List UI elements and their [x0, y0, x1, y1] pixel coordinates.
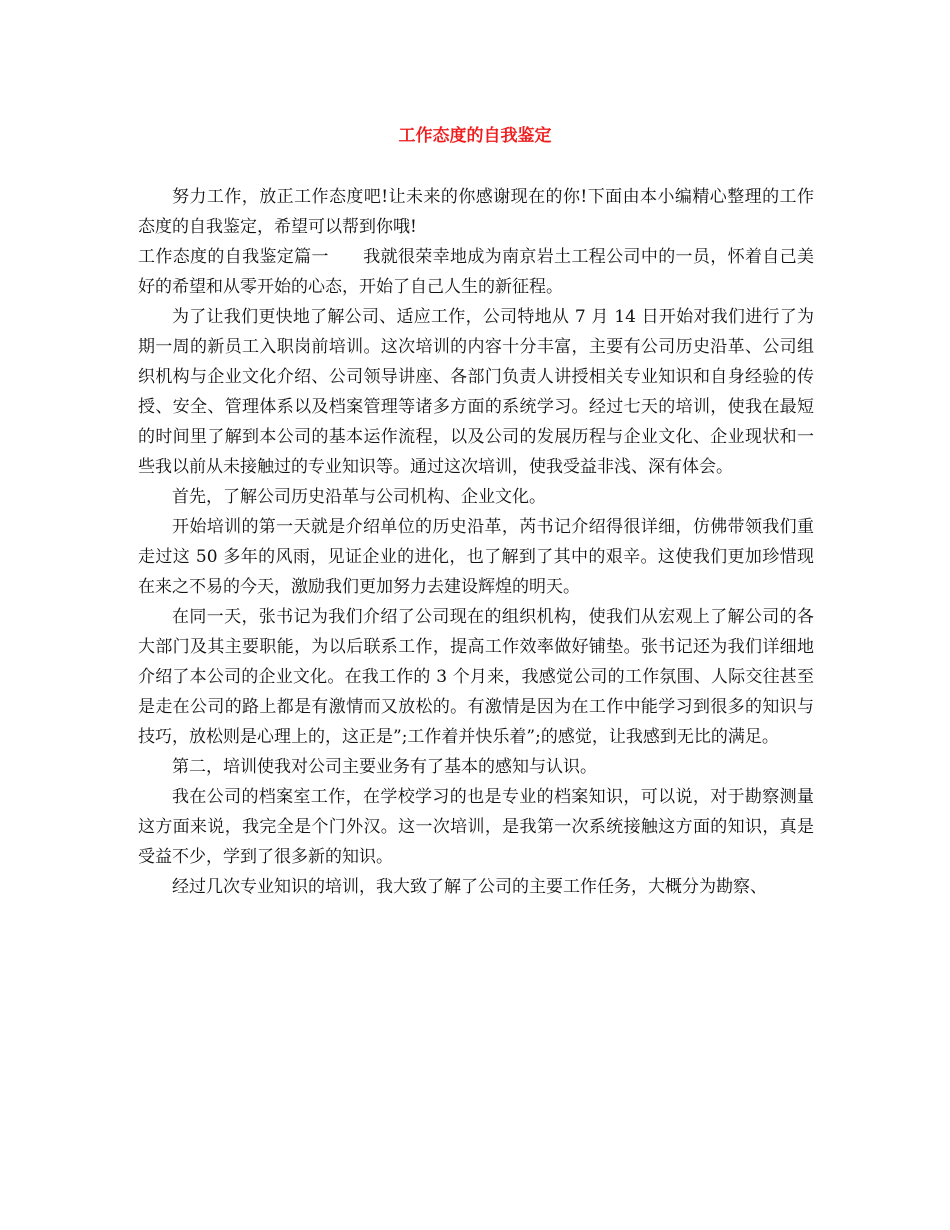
body-paragraph: 第二，培训使我对公司主要业务有了基本的感知与认识。: [172, 757, 597, 777]
body-paragraph: 开始培训的第一天就是介绍单位的历史沿革，芮书记介绍得很详细，仿佛带领我们重走过这 50 多年的风雨，见证企业的进化，也了解到了其中的艰辛。这使我们更加珍惜现在来之不易的今天，激励我们更加努力去建设辉煌的明天。: [138, 517, 814, 597]
document-body: [138, 182, 814, 902]
body-paragraph: 经过几次专业知识的培训，我大致了解了公司的主要工作任务，大概分为勘察、: [172, 877, 767, 897]
body-paragraph: 首先，了解公司历史沿革与公司机构、企业文化。: [172, 487, 546, 507]
intro-paragraph: 努力工作，放正工作态度吧!让未来的你感谢现在的你!下面由本小编精心整理的工作态度的自我鉴定，希望可以帮到你哦!: [138, 187, 814, 237]
section-paragraph: [138, 242, 814, 302]
body-paragraph: 在同一天，张书记为我们介绍了公司现在的组织机构，使我们从宏观上了解公司的各大部门及其主要职能，为以后联系工作，提高工作效率做好铺垫。张书记还为我们详细地介绍了本公司的企业文化。在我工作的 3 个月来，我感觉公司的工作氛围、人际交往甚至是走在公司的路上都是有激情而又放松的。有激情是因为在工作中能学习到很多的知识与技巧，放松则是心理上的，这正是”;工作着并快乐着”;的感觉，让我感到无比的满足。: [138, 607, 814, 747]
body-paragraph: 为了让我们更快地了解公司、适应工作，公司特地从 7 月 14 日开始对我们进行了为期一周的新员工入职岗前培训。这次培训的内容十分丰富，主要有公司历史沿革、公司组织机构与企业文化介绍、公司领导讲座、各部门负责人讲授相关专业知识和自身经验的传授、安全、管理体系以及档案管理等诸多方面的系统学习。经过七天的培训，使我在最短的时间里了解到本公司的基本运作流程，以及公司的发展历程与企业文化、企业现状和一些我以前从未接触过的专业知识等。通过这次培训，使我受益非浅、深有体会。: [138, 307, 814, 477]
body-paragraph: 我在公司的档案室工作，在学校学习的也是专业的档案知识，可以说，对于勘察测量这方面来说，我完全是个门外汉。这一次培训，是我第一次系统接触这方面的知识，真是受益不少，学到了很多新的知识。: [138, 787, 814, 867]
document-title: 工作态度的自我鉴定: [398, 126, 552, 146]
section-heading: 工作态度的自我鉴定篇一: [138, 247, 329, 267]
section-first-sentence: 我就很荣幸地成为南京岩土工程公司中的一员，怀着自己美好的希望和从零开始的心态，开始了自己人生的新征程。: [138, 247, 815, 297]
